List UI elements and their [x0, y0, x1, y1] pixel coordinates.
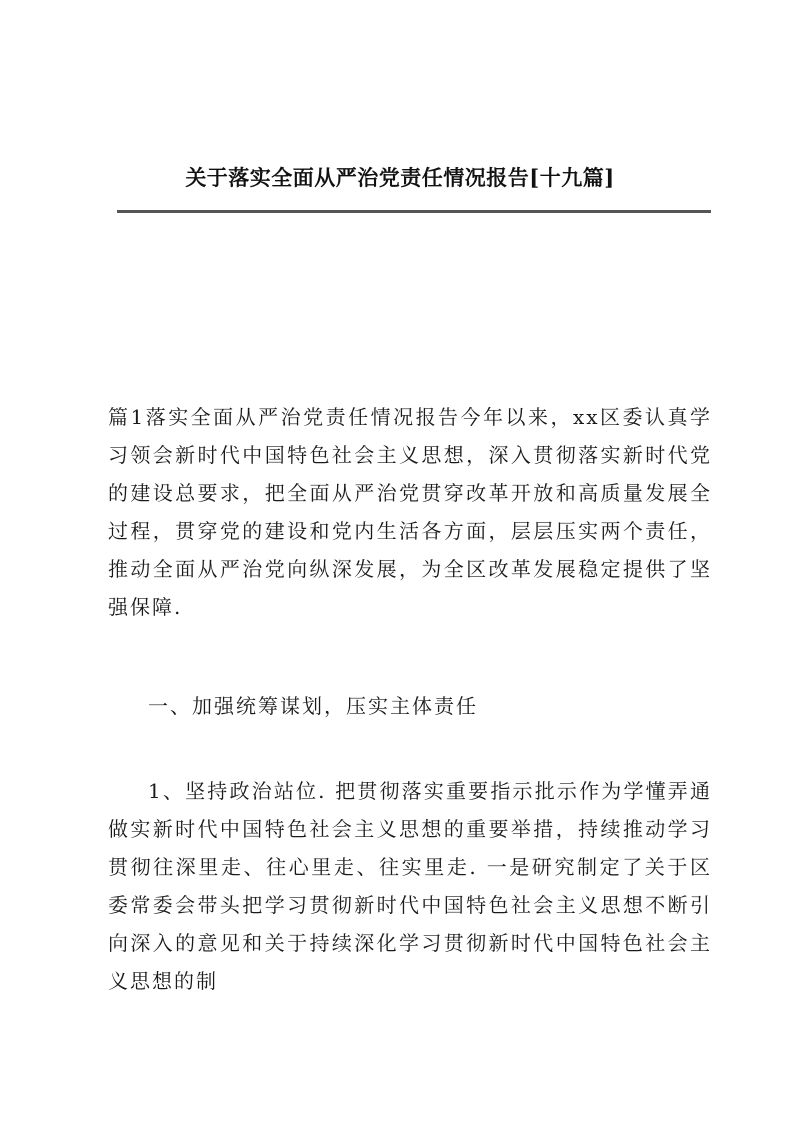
section-heading-1: 一、加强统筹谋划，压实主体责任 — [148, 694, 478, 718]
paragraph-intro: 篇1落实全面从严治党责任情况报告今年以来，xx区委认真学习领会新时代中国特色社会主义思想，深入贯彻落实新时代党的建设总要求，把全面从严治党贯穿改革开放和高质量发展全过程，贯穿党的建设和党内生活各方面，层层压实两个责任，推动全面从严治党向纵深发展，为全区改革发展稳定提供了坚强保障. — [108, 405, 712, 619]
paragraph-1: 1、坚持政治站位. 把贯彻落实重要指示批示作为学懂弄通做实新时代中国特色社会主义思想的重要举措，持续推动学习贯彻往深里走、往心里走、往实里走. 一是研究制定了关于区委常委会带头把学习贯彻新时代中国特色社会主义思想不断引向深入的意见和关于持续深化学习贯彻新时代中国特色社会主义思想的制 — [108, 779, 712, 993]
title-underline — [117, 210, 711, 213]
document-title: 关于落实全面从严治党责任情况报告[十九篇] — [185, 165, 615, 190]
